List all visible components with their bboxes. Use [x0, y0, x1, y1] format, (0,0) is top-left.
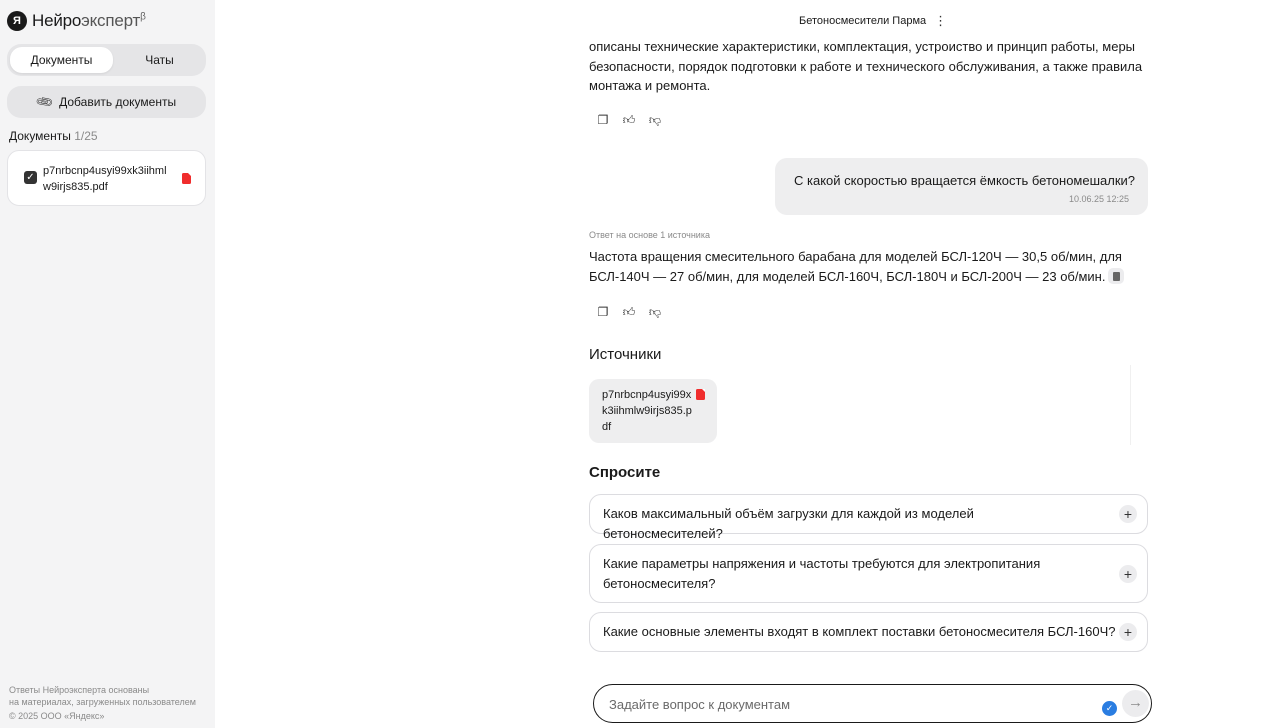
plus-icon[interactable]: +	[1119, 565, 1137, 583]
answer-block	[589, 247, 1149, 286]
question-input[interactable]	[609, 695, 1089, 713]
carousel-divider	[1130, 365, 1131, 445]
ask-heading: Спросите	[589, 464, 661, 481]
answer-source-note: Ответ на основе 1 источника	[589, 230, 710, 240]
suggestion-text: Какие параметры напряжения и частоты требуются для электропитания бетоносмесителя?	[603, 556, 1041, 591]
brand-name-main: Нейро	[32, 11, 82, 30]
suggestion-item[interactable]	[589, 544, 1148, 603]
documents-heading	[9, 129, 98, 143]
brand-name	[32, 11, 146, 31]
add-documents-button[interactable]	[7, 86, 206, 118]
document-checkbox[interactable]: ✓	[24, 171, 37, 184]
plus-icon[interactable]: +	[1119, 505, 1137, 523]
user-message-bubble	[775, 158, 1148, 215]
sidebar-tabs	[7, 44, 206, 76]
document-name: p7nrbcnp4usyi99xk3iihmlw9irjs835.pdf	[43, 165, 167, 193]
brand[interactable]	[7, 11, 146, 31]
document-item[interactable]	[7, 150, 206, 206]
sidebar-footer	[9, 684, 209, 722]
documents-count: 1/25	[74, 129, 98, 143]
copy-icon[interactable]: ❐	[597, 305, 609, 319]
tab-documents[interactable]: Документы	[10, 47, 113, 73]
source-reference-chip[interactable]	[1108, 268, 1124, 284]
brand-name-light: эксперт	[81, 11, 141, 30]
answer-text: Частота вращения смесительного барабана для моделей БСЛ-120Ч — 30,5 об/мин, для БСЛ-140Ч — 27 об/мин, для моделей БСЛ-160Ч, БСЛ-180Ч и БСЛ-200Ч — 23 об/мин.	[589, 249, 1122, 284]
chat-header	[799, 14, 947, 27]
source-card[interactable]	[589, 379, 717, 443]
suggestion-item[interactable]	[589, 494, 1148, 541]
yandex-logo-icon: Я	[7, 11, 27, 31]
add-documents-label: Добавить документы	[59, 95, 177, 109]
user-message-text: С какой скоростью вращается ёмкость бетономешалки?	[794, 173, 1136, 188]
message-timestamp: 10.06.25 12:25	[1068, 194, 1129, 204]
thumb-up-icon[interactable]: 👍︎	[622, 304, 636, 319]
thumb-down-icon[interactable]: 👎︎	[648, 304, 662, 319]
suggestion-text: Каков максимальный объём загрузки для каждой из моделей бетоносмесителей?	[603, 506, 974, 541]
footer-line-1: Ответы Нейроэксперта основаны	[9, 685, 150, 695]
question-input-box	[593, 684, 1152, 723]
thumb-up-icon[interactable]: 👍︎	[622, 112, 636, 127]
beta-mark: β	[140, 11, 146, 23]
plus-icon[interactable]: +	[1119, 623, 1137, 641]
pdf-icon	[182, 173, 191, 184]
footer-line-2: на материалах, загруженных пользователем	[9, 697, 196, 707]
paperclip-icon: 📎︎	[34, 91, 55, 113]
check-badge-icon: ✓	[1102, 701, 1117, 716]
previous-answer-actions	[595, 112, 663, 128]
chat-title[interactable]: Бетоносмесители Парма	[799, 14, 927, 27]
send-arrow-icon: →	[1128, 694, 1143, 711]
answer-actions	[595, 304, 663, 320]
sources-heading: Источники	[589, 346, 662, 363]
pdf-icon	[696, 389, 705, 400]
send-button[interactable]	[1122, 690, 1149, 717]
footer-copyright: © 2025 ООО «Яндекс»	[9, 711, 105, 721]
source-file-name: p7nrbcnp4usyi99xk3iihmlw9irjs835.pdf	[602, 389, 692, 433]
previous-answer-text: описаны технические характеристики, комплектация, устроиство и принцип работы, меры безопасности, порядок подготовки к работе и технического обслуживания, а также правила монтажа и ремонта.	[589, 39, 1143, 93]
copy-icon[interactable]: ❐	[597, 113, 609, 127]
suggestion-text: Какие основные элементы входят в комплект поставки бетоносмесителя БСЛ-160Ч?	[603, 624, 1116, 639]
sidebar	[0, 0, 215, 728]
kebab-icon[interactable]: ⋮	[934, 13, 948, 28]
document-icon	[1113, 272, 1120, 281]
documents-heading-label: Документы	[9, 129, 71, 143]
suggestion-item[interactable]	[589, 612, 1148, 652]
tab-chats[interactable]: Чаты	[145, 53, 174, 67]
thumb-down-icon[interactable]: 👎︎	[648, 112, 662, 127]
